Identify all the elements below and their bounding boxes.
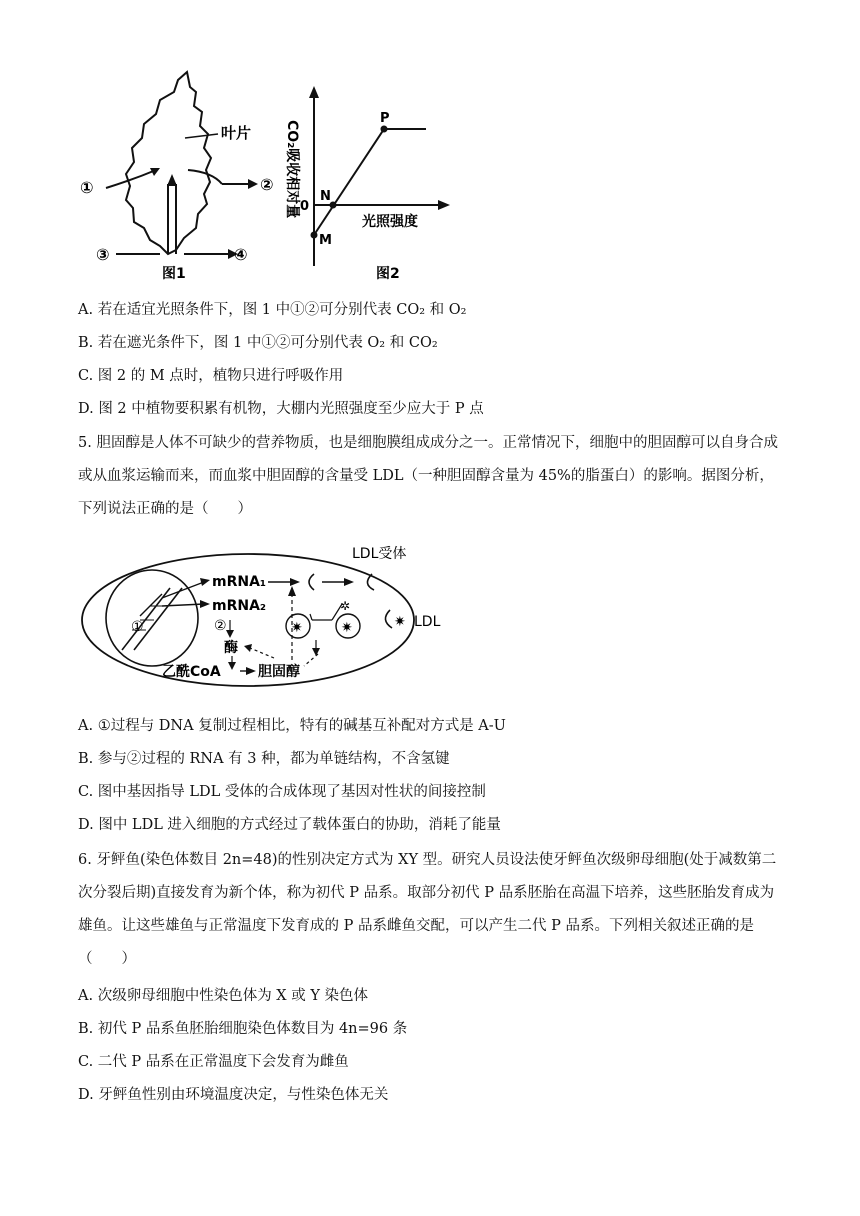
- point-n-label: N: [320, 189, 331, 204]
- figure-1-leaf: [70, 62, 290, 284]
- enzyme-label: 酶: [224, 640, 238, 656]
- q6-option-b: B. 初代 P 品系鱼胚胎细胞染色体数目为 4n=96 条: [78, 1021, 408, 1037]
- svg-text:✷: ✷: [394, 614, 406, 630]
- q5-option-d: D. 图中 LDL 进入细胞的方式经过了载体蛋白的协助，消耗了能量: [78, 817, 501, 833]
- q6-stem: 6. 牙鲆鱼(染色体数目 2n=48)的性别决定方式为 XY 型。研究人员设法使牙鲆鱼次级卵母细胞(处于减数第二次分裂后期)直接发育为新个体，称为初代 P 品系。取部分初代 P 品系胚胎在高温下培养，这些胚胎发育成为雄鱼。让这些雄鱼与正常温度下发育成的 P 品系雌鱼交配，可以产生二代 P 品系。下列相关叙述正确的是（ ）: [78, 852, 777, 967]
- point-p: [381, 126, 388, 133]
- q6-option-c: C. 二代 P 品系在正常温度下会发育为雌鱼: [78, 1054, 349, 1070]
- point-m-label: M: [319, 233, 332, 248]
- mark-3: ③: [96, 245, 110, 264]
- q6-option-d: D. 牙鲆鱼性别由环境温度决定，与性染色体无关: [78, 1087, 389, 1103]
- q5-option-c: C. 图中基因指导 LDL 受体的合成体现了基因对性状的间接控制: [78, 784, 486, 800]
- figure-2-graph: [272, 80, 462, 284]
- svg-text:✷: ✷: [291, 620, 303, 636]
- figure-2-caption: 图2: [376, 266, 400, 282]
- origin-label: 0: [300, 199, 310, 214]
- ldl-receptor-label: LDL受体: [352, 546, 407, 562]
- mark-2: ②: [214, 618, 227, 634]
- point-p-label: P: [380, 111, 390, 126]
- x-axis-label: 光照强度: [362, 214, 418, 230]
- mrna2-label: mRNA₂: [212, 598, 267, 614]
- figure-1-caption: 图1: [162, 266, 186, 282]
- cholesterol-label: 胆固醇: [258, 664, 300, 680]
- svg-text:✷: ✷: [341, 620, 353, 636]
- mark-1: ①: [80, 178, 94, 197]
- q6-option-a: A. 次级卵母细胞中性染色体为 X 或 Y 染色体: [78, 988, 369, 1004]
- acetyl-coa-label: 乙酰CoA: [162, 664, 221, 680]
- svg-text:✲: ✲: [340, 599, 351, 613]
- q4-option-b: B. 若在遮光条件下，图 1 中①②可分别代表 O₂ 和 CO₂: [78, 335, 438, 351]
- q5-option-b: B. 参与②过程的 RNA 有 3 种，都为单链结构，不含氢键: [78, 751, 450, 767]
- point-m: [311, 232, 318, 239]
- q5-option-a: A. ①过程与 DNA 复制过程相比，特有的碱基互补配对方式是 A-U: [78, 718, 506, 734]
- q4-option-a: A. 若在适宜光照条件下，图 1 中①②可分别代表 CO₂ 和 O₂: [78, 302, 467, 318]
- cell-diagram: [78, 540, 458, 690]
- q4-option-d: D. 图 2 中植物要积累有机物，大棚内光照强度至少应大于 P 点: [78, 401, 484, 417]
- mark-1: ①: [131, 619, 144, 635]
- mrna1-label: mRNA₁: [212, 574, 267, 590]
- mark-4: ④: [234, 245, 248, 264]
- y-axis-label: CO₂吸收相对量: [284, 120, 300, 219]
- nucleus: [106, 570, 198, 666]
- mark-2: ②: [260, 175, 274, 194]
- ldl-label: LDL: [414, 614, 441, 630]
- q4-option-c: C. 图 2 的 M 点时，植物只进行呼吸作用: [78, 368, 344, 384]
- q5-stem: 5. 胆固醇是人体不可缺少的营养物质，也是细胞膜组成成分之一。正常情况下，细胞中的胆固醇可以自身合成或从血浆运输而来，而血浆中胆固醇的含量受 LDL（一种胆固醇含量为 45%的脂蛋白）的影响。据图分析，下列说法正确的是（ ）: [78, 435, 778, 517]
- leaf-label: 叶片: [221, 124, 252, 142]
